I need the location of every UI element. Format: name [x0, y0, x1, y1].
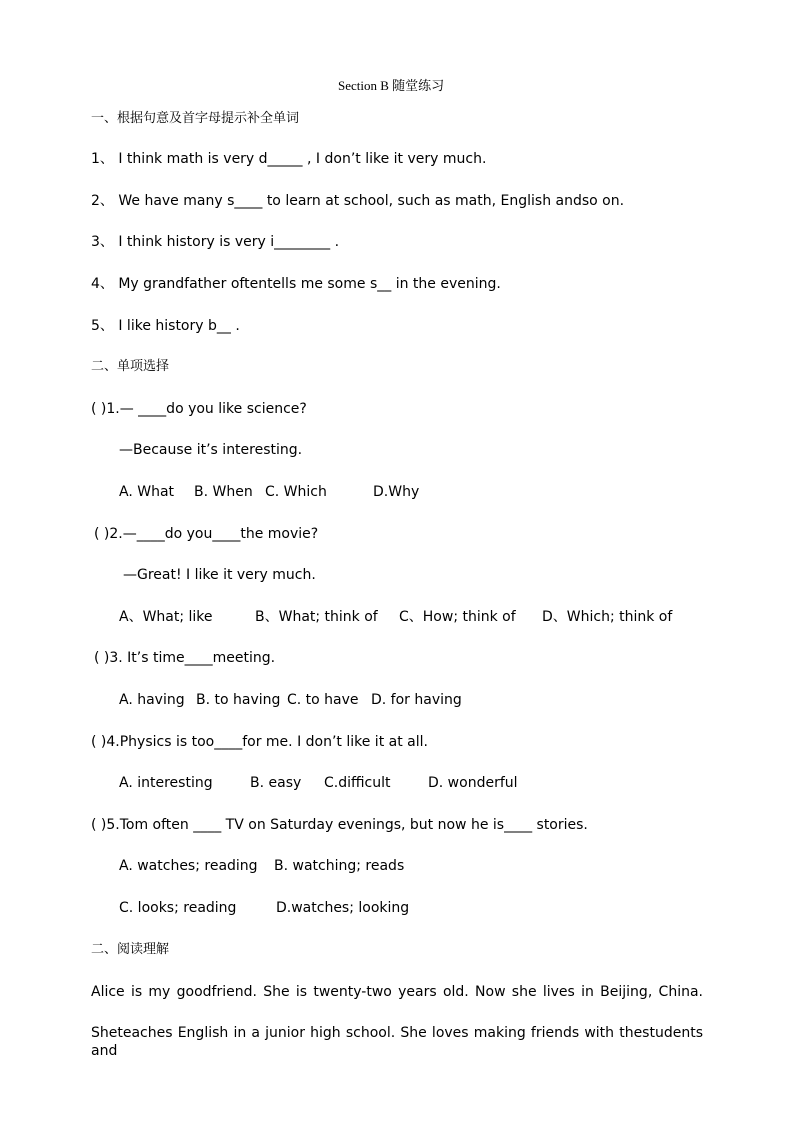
mc-q4-option-d: D. wonderful	[428, 775, 518, 791]
mc-q3-option-b: B. to having	[196, 692, 281, 708]
reading-passage-line-1: Alice is my goodfriend. She is twenty-two years old. Now she lives in Beijing, China.	[91, 984, 703, 1000]
mc-q3-options	[119, 691, 479, 709]
mc-q2-option-c: C、How; think of	[399, 609, 516, 625]
mc-q2-option-a: A、What; like	[119, 609, 213, 625]
mc-q4-option-b: B. easy	[250, 775, 302, 791]
fill-blank-item-4: 4、 My grandfather oftentells me some s__ in the evening.	[91, 276, 501, 292]
mc-q3-option-a: A. having	[119, 692, 185, 708]
mc-q1-option-b: B. When	[194, 484, 253, 500]
mc-q3-option-c: C. to have	[287, 692, 359, 708]
mc-q1-reply: —Because it’s interesting.	[119, 442, 303, 458]
mc-q2-reply: —Great! I like it very much.	[123, 567, 316, 583]
mc-q3-stem: ( )3. It’s time____meeting.	[94, 650, 276, 666]
mc-q5-option-a: A. watches; reading	[119, 858, 258, 874]
fill-blank-item-5: 5、 I like history b__ .	[91, 318, 240, 334]
mc-q1-stem: ( )1.— ____do you like science?	[91, 401, 307, 417]
mc-q4-options	[119, 774, 539, 792]
mc-q4-stem: ( )4.Physics is too____for me. I don’t like it at all.	[91, 734, 428, 750]
mc-q2-option-d: D、Which; think of	[542, 609, 673, 625]
mc-q5-option-c: C. looks; reading	[119, 900, 237, 916]
fill-blank-item-2: 2、 We have many s____ to learn at school, such as math, English andso on.	[91, 193, 625, 209]
mc-q4-option-c: C.difficult	[324, 775, 391, 791]
fill-blank-item-1: 1、 I think math is very d_____ , I don’t like it very much.	[91, 151, 487, 167]
mc-q1-option-a: A. What	[119, 484, 175, 500]
mc-q2-options	[119, 608, 679, 626]
mc-q5-options-row1	[119, 857, 419, 875]
mc-q1-option-d: D.Why	[373, 484, 420, 500]
mc-q5-stem: ( )5.Tom often ____ TV on Saturday evenings, but now he is____ stories.	[91, 817, 588, 833]
mc-q4-option-a: A. interesting	[119, 775, 213, 791]
mc-q5-option-d: D.watches; looking	[276, 900, 410, 916]
mc-q1-options	[119, 483, 439, 501]
page-title: Section B 随堂练习	[338, 78, 445, 93]
mc-q1-option-c: C. Which	[265, 484, 327, 500]
mc-q5-option-b: B. watching; reads	[274, 858, 405, 874]
mc-q2-stem: ( )2.—____do you____the movie?	[94, 526, 319, 542]
mc-q5-options-row2	[119, 899, 419, 917]
section3-heading: 二、阅读理解	[91, 942, 170, 957]
reading-passage-line-2: Sheteaches English in a junior high school. She loves making friends with thestudents and	[91, 1025, 703, 1059]
fill-blank-item-3: 3、 I think history is very i________ .	[91, 234, 340, 250]
mc-q2-option-b: B、What; think of	[255, 609, 378, 625]
section1-heading: 一、根据句意及首字母提示补全单词	[91, 111, 300, 126]
section2-heading: 二、单项选择	[91, 359, 170, 374]
mc-q3-option-d: D. for having	[371, 692, 462, 708]
